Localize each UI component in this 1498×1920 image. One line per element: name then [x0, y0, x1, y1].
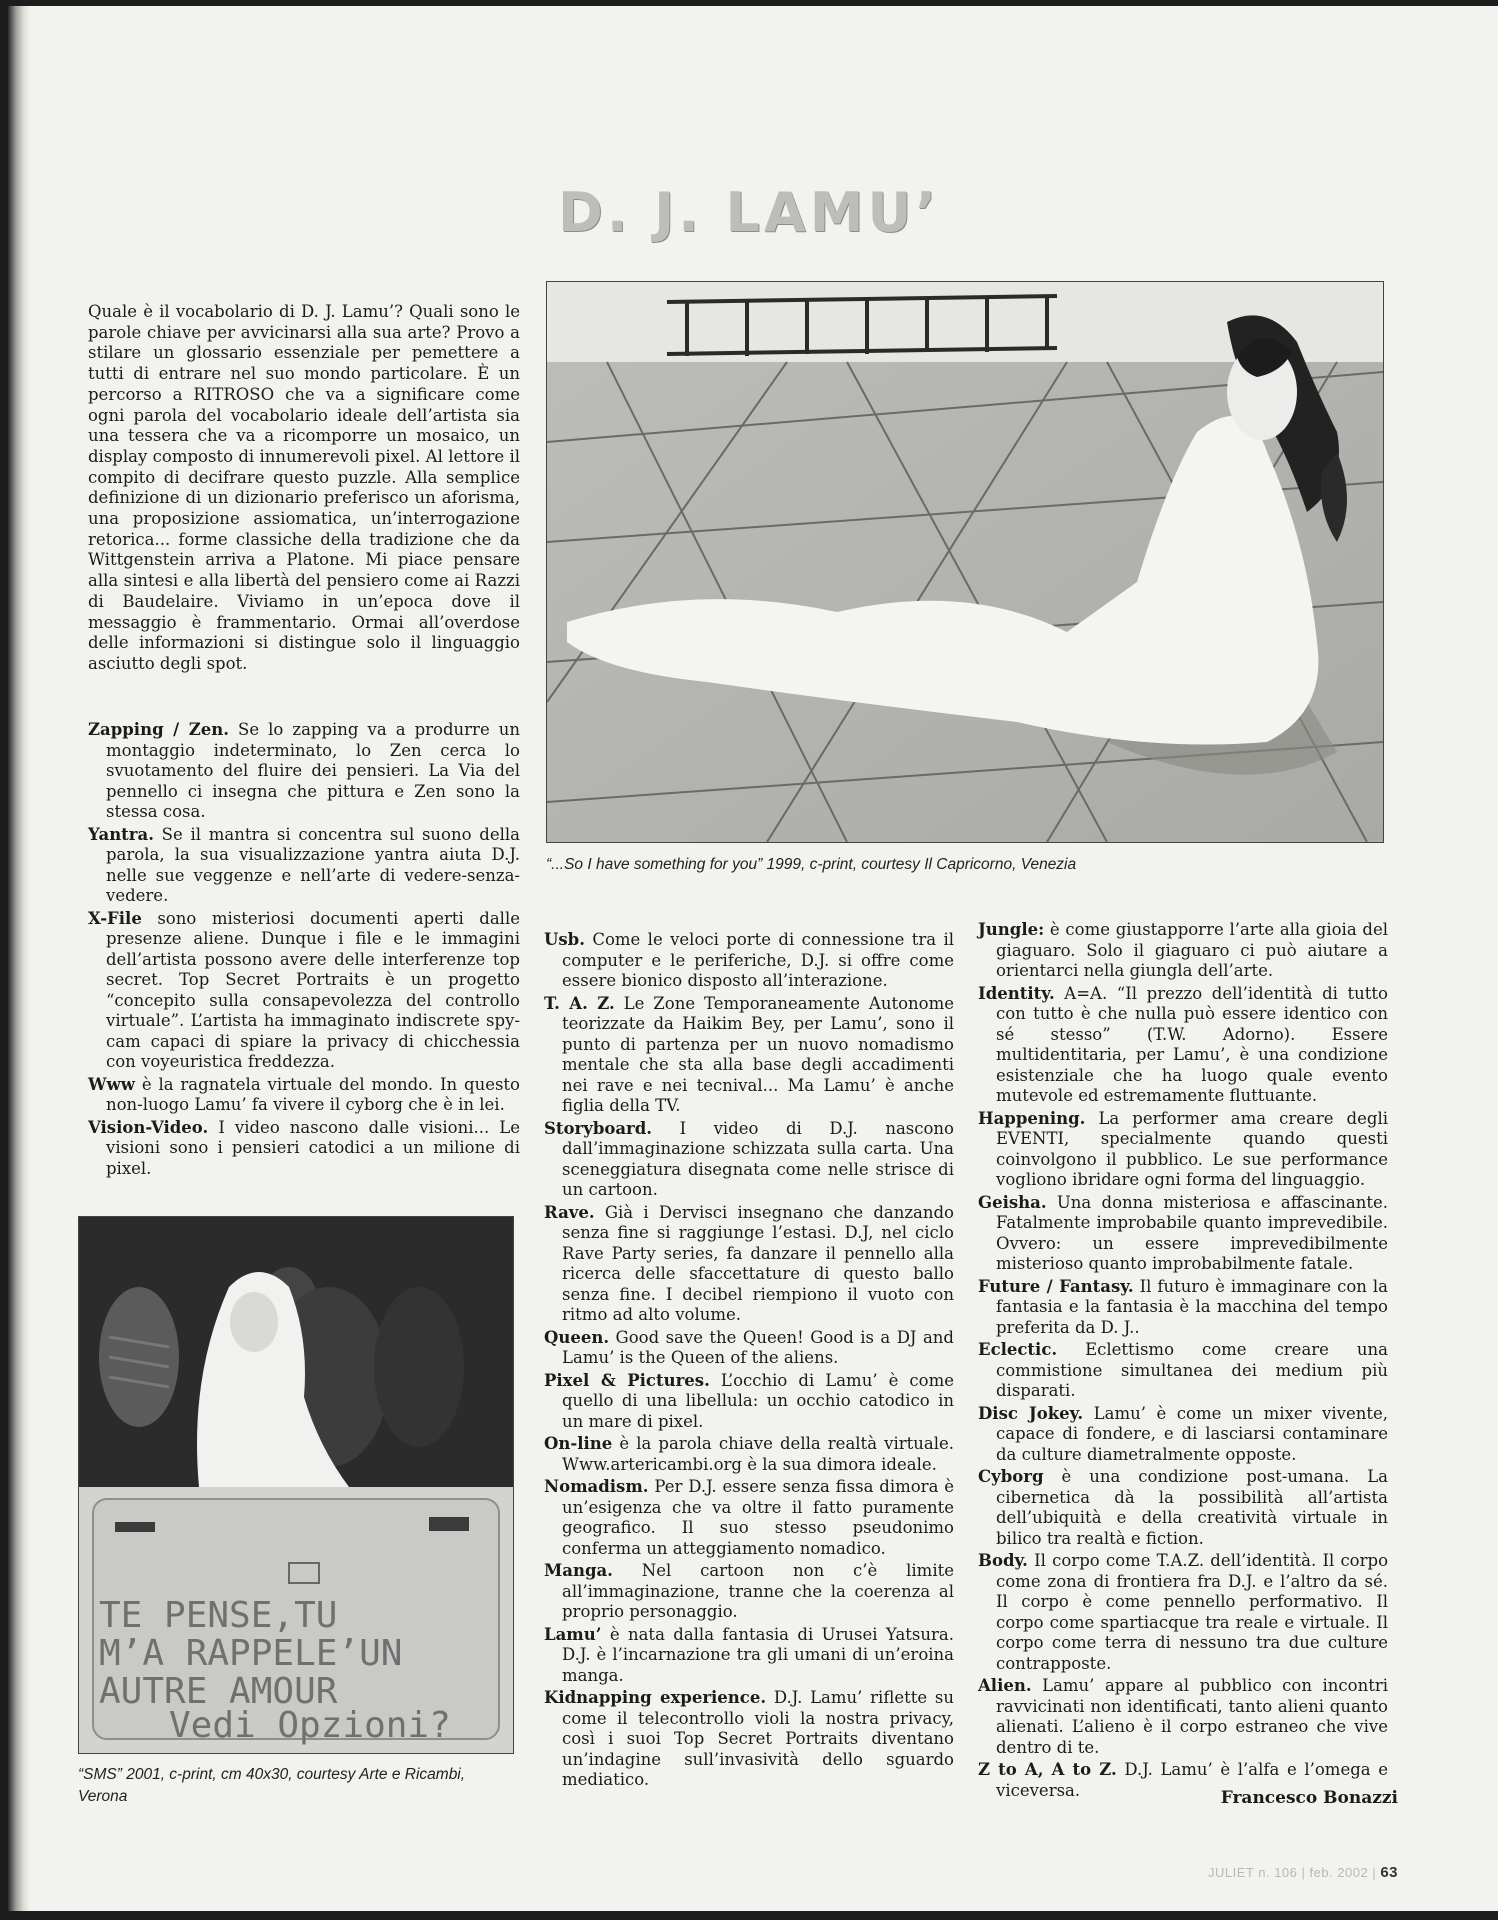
glossary-term: Z to A, A to Z. [978, 1760, 1117, 1779]
glossary-term: Zapping / Zen. [88, 720, 229, 739]
glossary-definition: Le Zone Temporaneamente Autonome teorizzate da Haikim Bey, per Lamu’, sono il punto di partenza per un nuovo nomadismo mentale che sta alla base degli accadimenti nei rave e nei tecnival... Ma Lamu’ è anche figlia della TV. [562, 993, 954, 1115]
glossary-entry [88, 720, 520, 823]
glossary-entry [544, 1119, 954, 1201]
glossary-term: Usb. [544, 930, 585, 949]
glossary-term: Kidnapping experience. [544, 1688, 767, 1707]
sms-line-4: Vedi Opzioni? [169, 1705, 451, 1746]
glossary-term: Eclectic. [978, 1340, 1058, 1359]
glossary-entry [544, 1477, 954, 1559]
glossary-entry [88, 1118, 520, 1180]
glossary-entry [544, 1371, 954, 1433]
glossary-term: Nomadism. [544, 1477, 649, 1496]
glossary-term: Jungle: [978, 920, 1045, 939]
glossary-term: On-line [544, 1434, 613, 1453]
glossary-definition: I video nascono dalle visioni... Le visioni sono i pensieri catodici a un milione di pixel. [106, 1117, 520, 1178]
glossary-definition: Il corpo come T.A.Z. dell’identità. Il corpo come zona di frontiera fra D.J. e l’altro da sé. Il corpo è come pennello performativo. Il corpo come spartiacque tra reale e virtuale. Il corpo come terra di nessuno tra due culture contrapposte. [996, 1551, 1388, 1673]
glossary-entry [978, 1467, 1388, 1549]
glossary-entry [544, 1625, 954, 1687]
magazine-page [8, 6, 1498, 1911]
glossary-term: Www [88, 1074, 135, 1094]
glossary-entry [978, 1277, 1388, 1339]
glossary-term: Alien. [978, 1676, 1032, 1695]
glossary-term: Lamu’ [544, 1624, 602, 1644]
glossary-definition: Eclettismo come creare una commistione simultanea dei medium più disparati. [996, 1340, 1388, 1400]
glossary-term: Identity. [978, 983, 1055, 1003]
sms-line-2: M’A RAPPELE’UN [99, 1633, 403, 1674]
glossary-definition: La performer ama creare degli EVENTI, specialmente quando questi coinvolgono il pubblico. Le sue performance vogliono ibridare ogni forma del linguaggio. [996, 1108, 1388, 1189]
glossary-column-1 [88, 720, 520, 1181]
glossary-term: Pixel & Pictures. [544, 1370, 710, 1390]
glossary-definition: Per D.J. essere senza fissa dimora è un’esigenza che va oltre il fatto puramente geografico. Il suo stesso pseudonimo conferma un atteggiamento nomadico. [562, 1477, 954, 1558]
photo-sms-image [79, 1217, 513, 1753]
page-number: 63 [1380, 1864, 1398, 1881]
glossary-definition: sono misteriosi documenti aperti dalle presenze aliene. Dunque i file e le immagini dell’artista possono avere delle interferenze top secret. Top Secret Portraits è un progetto “concepito sulla consapevolezza del controllo virtuale”. L’artista ha immaginato indiscrete spy-cam capaci di spiare la privacy di chicchessia con voyeuristica freddezza. [106, 908, 520, 1071]
article-title: D. J. LAMU’ [558, 181, 940, 244]
glossary-definition: L’occhio di Lamu’ è come quello di una libellula: un occhio catodico in un mare di pixel. [562, 1370, 954, 1431]
glossary-definition: Il futuro è immaginare con la fantasia e la fantasia è la macchina del tempo preferita da D. J.. [996, 1276, 1388, 1337]
author-signature: Francesco Bonazzi [1220, 1788, 1398, 1808]
glossary-entry [978, 1340, 1388, 1402]
glossary-entry [978, 1193, 1388, 1275]
glossary-entry [978, 920, 1388, 982]
glossary-definition: A=A. “Il prezzo dell’identità di tutto con tutto è che nulla può essere identico con sé stesso” (T.W. Adorno). Essere multidentitaria, per Lamu’, è una condizione esistenziale che ha luogo quale evento mutevole ed estremamente fluttuante. [996, 983, 1388, 1105]
glossary-definition: è la ragnatela virtuale del mondo. In questo non-luogo Lamu’ fa vivere il cyborg che è in lei. [106, 1074, 520, 1114]
sms-line-1: TE PENSE,TU [99, 1595, 338, 1636]
glossary-term: Queen. [544, 1327, 610, 1347]
photo-floor-scene-image [547, 282, 1383, 842]
glossary-entry [978, 1551, 1388, 1674]
glossary-definition: Se il mantra si concentra sul suono della parola, la sua visualizzazione yantra aiuta D.J. nelle sue veggenze e nell’arte di vedere-senza-vedere. [106, 824, 520, 905]
intro-text: Quale è il vocabolario di D. J. Lamu’? Quali sono le parole chiave per avvicinarsi alla sua arte? Provo a stilare un glossario essenziale per pemettere a tutti di entrare nel suo mondo particolare. È un percorso a RITROSO che va a significare come ogni parola del vocabolario ideale dell’artista sia una tessera che va a ricomporre un mosaico, un display composto di innumerevoli pixel. Al lettore il compito di decifrare questo puzzle. Alla semplice definizione di un dizionario preferisco un aforisma, una proposizione assiomatica, un’interrogazione retorica... forme classiche della tradizione che da Wittgenstein arriva a Platone. Mi piace pensare alla sintesi e alla libertà del pensiero come ai Razzi di Baudelaire. Viviamo in un’epoca dove il messaggio è frammentario. Ormai all’overdose delle informazioni si distingue solo il linguaggio asciutto degli spot. [88, 302, 520, 673]
glossary-definition: Come le veloci porte di connessione tra il computer e le periferiche, D.J. si offre come essere bionico disposto all’interazione. [562, 930, 954, 990]
glossary-entry [544, 1561, 954, 1623]
glossary-term: Vision-Video. [88, 1117, 209, 1137]
glossary-term: Future / Fantasy. [978, 1276, 1134, 1296]
glossary-term: Storyboard. [544, 1118, 653, 1138]
photo-sms [78, 1216, 514, 1754]
glossary-term: Rave. [544, 1202, 595, 1222]
glossary-entry [544, 994, 954, 1117]
glossary-definition: Lamu’ appare al pubblico con incontri ravvicinati non identificati, tanto alieni quanto alienati. L’alieno è il corpo estraneo che vive dentro di te. [996, 1676, 1388, 1757]
glossary-term: Yantra. [88, 824, 154, 844]
glossary-term: X-File [88, 908, 142, 928]
sms-line-3: AUTRE AMOUR [99, 1671, 338, 1712]
glossary-term: T. A. Z. [544, 993, 615, 1013]
glossary-entry [544, 1688, 954, 1791]
glossary-entry [978, 1404, 1388, 1466]
glossary-definition: è nata dalla fantasia di Urusei Yatsura. D.J. è l’incarnazione tra gli umani di un’eroina manga. [562, 1624, 954, 1685]
glossary-term: Disc Jokey. [978, 1403, 1084, 1423]
glossary-definition: Se lo zapping va a produrre un montaggio indeterminato, lo Zen cerca lo svuotamento del fluire dei pensieri. La Via del pennello ci insegna che pittura e Zen sono la stessa cosa. [106, 720, 520, 821]
photo-woman-on-floor [546, 281, 1384, 843]
glossary-definition: D.J. Lamu’ riflette su come il telecontrollo violi la nostra privacy, così i suoi Top Secret Portraits diventano un’indagine sull’invasività dello sguardo mediatico. [562, 1688, 954, 1789]
intro-paragraph [88, 302, 520, 675]
glossary-entry [544, 930, 954, 992]
photo-caption-main: “...So I have something for you” 1999, c-print, courtesy Il Capricorno, Venezia [546, 856, 1077, 873]
glossary-entry [544, 1434, 954, 1475]
glossary-definition: è una condizione post-umana. La cibernetica dà la possibilità all’artista dell’ubiquità e della creatività virtuale in bilico tra realtà e fiction. [996, 1467, 1388, 1548]
glossary-term: Manga. [544, 1561, 613, 1580]
glossary-column-3 [978, 920, 1388, 1803]
glossary-entry [978, 1109, 1388, 1191]
glossary-definition: Una donna misteriosa e affascinante. Fatalmente improbabile quanto imprevedibile. Ovvero: un essere imprevedibilmente misterioso quanto improbabilmente fatale. [996, 1192, 1388, 1273]
glossary-entry [88, 909, 520, 1073]
glossary-definition: Lamu’ è come un mixer vivente, capace di fondere, e di lasciarsi contaminare da culture diametralmente opposte. [996, 1403, 1389, 1464]
binding-gutter [8, 6, 30, 1911]
glossary-definition: D.J. Lamu’ è l’alfa e l’omega e viceversa. [996, 1760, 1388, 1800]
glossary-term: Happening. [978, 1108, 1086, 1128]
glossary-definition: I video di D.J. nascono dall’immaginazione schizzata sulla carta. Una sceneggiatura disegnata come nelle strisce di un cartoon. [562, 1118, 954, 1199]
glossary-term: Cyborg [978, 1467, 1044, 1486]
glossary-definition: è come giustapporre l’arte alla gioia del giaguaro. Solo il giaguaro ci può aiutare a orientarci nella giungla dell’arte. [996, 920, 1388, 980]
glossary-definition: è la parola chiave della realtà virtuale. Www.artericambi.org è la sua dimora ideale. [562, 1434, 954, 1474]
glossary-entry [544, 1203, 954, 1326]
glossary-column-2 [544, 930, 954, 1793]
glossary-definition: Good save the Queen! Good is a DJ and Lamu’ is the Queen of the aliens. [562, 1327, 954, 1367]
photo-caption-sms: “SMS” 2001, c-print, cm 40x30, courtesy Arte e Ricambi, Verona [78, 1766, 466, 1805]
page-footer [1208, 1864, 1398, 1881]
glossary-definition: Già i Dervisci insegnano che danzando senza fine si raggiunge l’estasi. D.J, nel ciclo Rave Party series, fa danzare il pennello alla ricerca delle sfaccettature di questo ballo senza fine. I decibel riempiono il vuoto con ritmo ad alto volume. [562, 1202, 954, 1324]
glossary-entry [978, 984, 1388, 1107]
glossary-entry [978, 1676, 1388, 1758]
glossary-entry [88, 825, 520, 907]
footer-magazine: JULIET n. 106 | feb. 2002 | [1208, 1865, 1377, 1880]
glossary-term: Geisha. [978, 1192, 1047, 1212]
glossary-definition: Nel cartoon non c’è limite all’immaginazione, tranne che la coerenza al proprio personaggio. [562, 1561, 954, 1621]
glossary-term: Body. [978, 1551, 1028, 1570]
glossary-entry [544, 1328, 954, 1369]
glossary-entry [88, 1075, 520, 1116]
